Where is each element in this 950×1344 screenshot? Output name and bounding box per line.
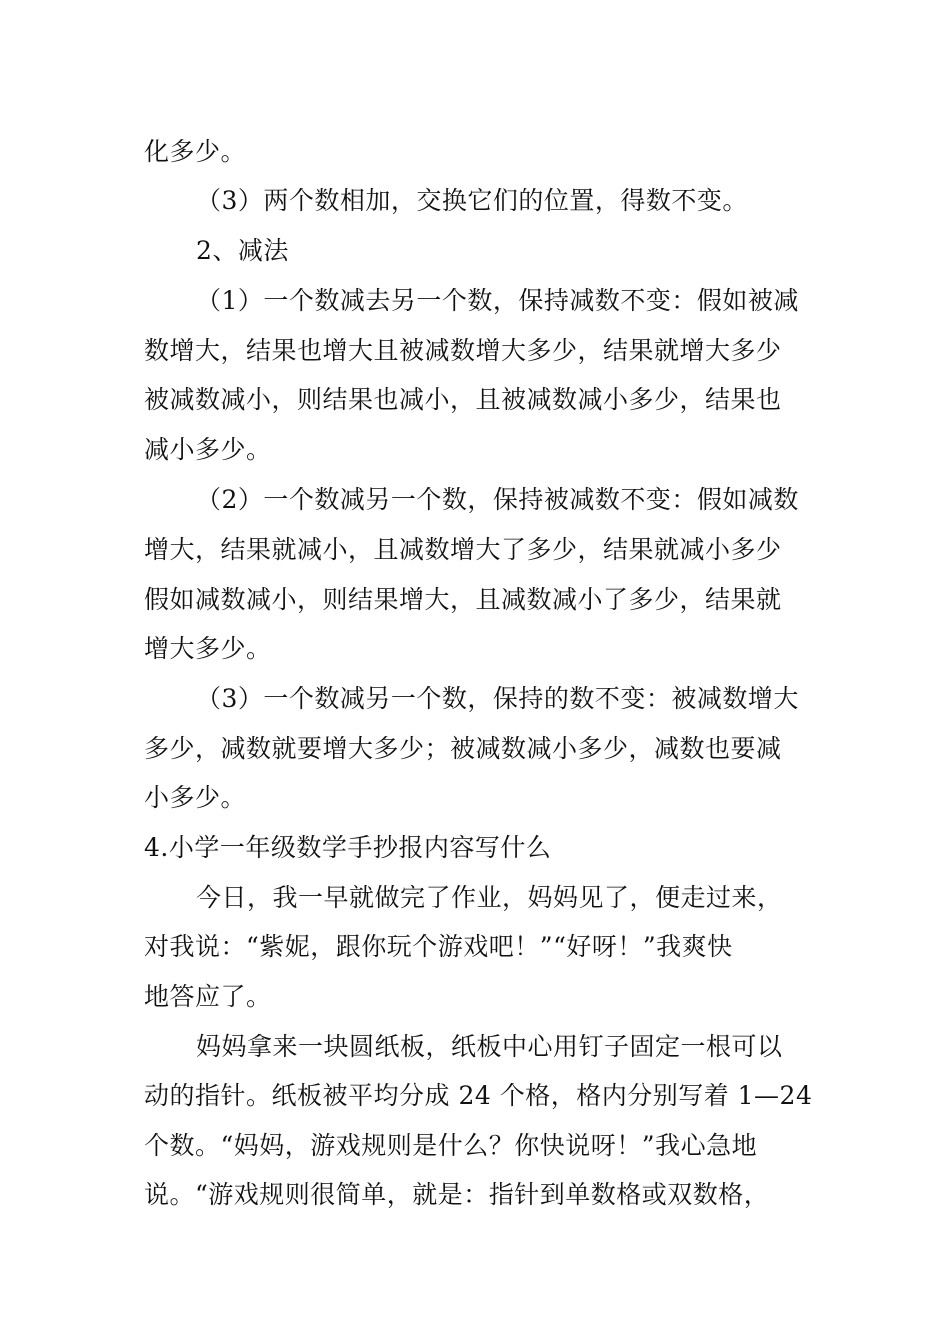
text-line: 增大，结果就减小，且减数增大了多少，结果就减小多少 (144, 535, 782, 564)
text-line: 动的指针。纸板被平均分成 24 个格，格内分别写着 1—24 (144, 1081, 813, 1110)
text-line: 化多少。 (144, 137, 247, 166)
text-line: 增大多少。 (144, 634, 272, 663)
section-heading: 2、减法 (196, 236, 289, 265)
text-line: 今日，我一早就做完了作业，妈妈见了，便走过来， (196, 883, 783, 912)
text-line: 个数。“妈妈，游戏规则是什么？你快说呀！”我心急地 (144, 1131, 758, 1160)
text-line: 小多少。 (144, 783, 247, 812)
text-line: 多少，减数就要增大多少；被减数减小多少，减数也要减 (144, 734, 782, 763)
text-line: 被减数减小，则结果也减小，且被减数减小多少，结果也 (144, 385, 782, 414)
text-line: 减小多少。 (144, 435, 272, 464)
text-line: 假如减数减小，则结果增大，且减数减小了多少，结果就 (144, 585, 782, 614)
text-line: 说。“游戏规则很简单，就是：指针到单数格或双数格， (144, 1180, 770, 1209)
text-line: 对我说：“紫妮，跟你玩个游戏吧！”“好呀！”我爽快 (144, 932, 733, 961)
text-line: （3）两个数相加，交换它们的位置，得数不变。 (196, 186, 748, 215)
text-line: （2）一个数减另一个数，保持被减数不变：假如减数 (196, 485, 799, 514)
text-line: （3）一个数减另一个数，保持的数不变：被减数增大 (196, 684, 799, 713)
text-line: 地答应了。 (144, 982, 272, 1011)
text-line: 数增大，结果也增大且被减数增大多少，结果就增大多少 (144, 336, 782, 365)
text-line: 妈妈拿来一块圆纸板，纸板中心用钉子固定一根可以 (196, 1032, 783, 1061)
section-heading: 4.小学一年级数学手抄报内容写什么 (144, 833, 552, 862)
text-line: （1）一个数减去另一个数，保持减数不变：假如被减 (196, 286, 799, 315)
